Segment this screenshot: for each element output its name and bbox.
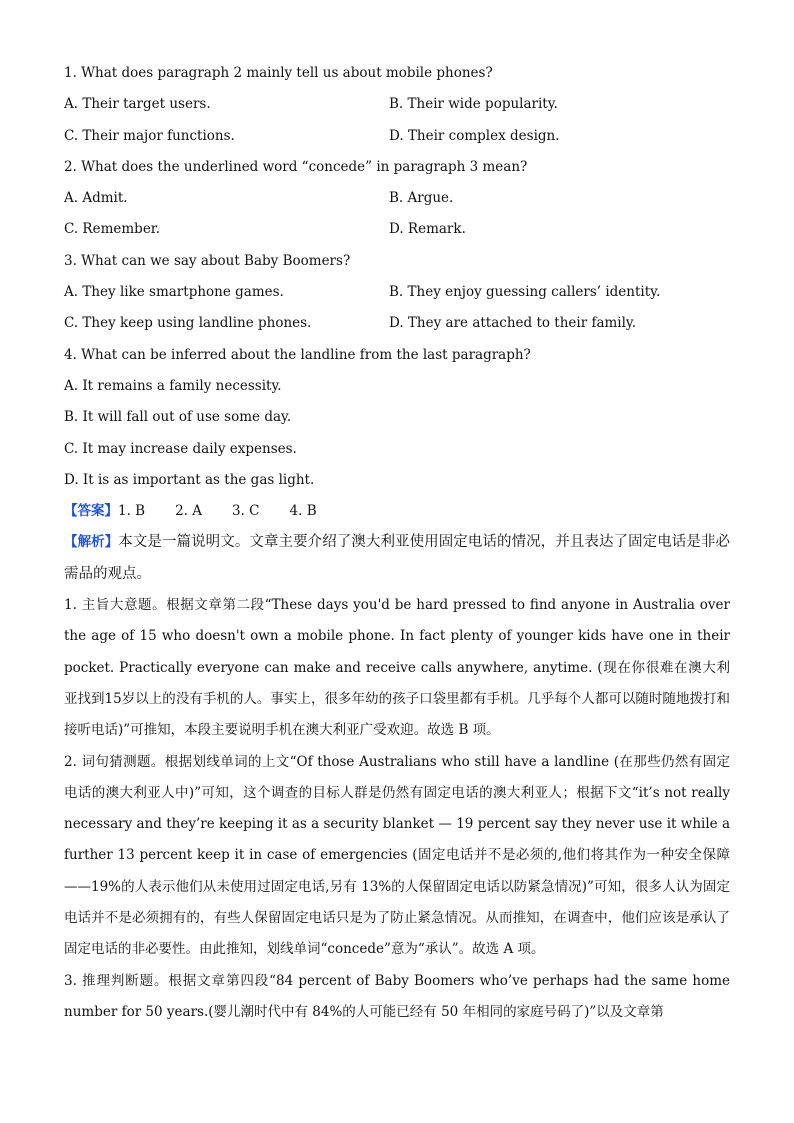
question-3-stem: 3. What can we say about Baby Boomers?	[64, 252, 351, 269]
answer-value: 1. B	[118, 503, 146, 520]
analysis-intro-text: 本文是一篇说明文。文章主要介绍了澳大利亚使用固定电话的情况，并且表达了固定电话是非必需品的观点。	[64, 534, 731, 582]
question-2-stem: 2. What does the underlined word “concede” in paragraph 3 mean?	[64, 158, 528, 175]
option-1c: C. Their major functions.	[64, 127, 235, 144]
answer-value: 3. C	[232, 503, 260, 520]
option-3d: D. They are attached to their family.	[389, 315, 637, 332]
answer-values	[118, 503, 347, 519]
option-2a: A. Admit.	[64, 190, 128, 207]
option-2c: C. Remember.	[64, 221, 161, 238]
answer-line	[64, 496, 730, 527]
option-2b: B. Argue.	[389, 190, 454, 207]
question-3-options-row-1	[64, 277, 730, 308]
analysis-item-2: 2. 词句猜测题。根据划线单词的上文“Of those Australians who still have a landline (在那些仍然有固定电话的澳大利亚人中)”可知，这个调查的目标人群是仍然有固定电话的澳大利亚人；根据下文“it’s not really necessary and they’re keeping it as a security blanket — 19 percent say they never use it while a further 13 percent keep it in case of emergencies (固定电话并不是必须的,他们将其作为一种安全保障——19%的人表示他们从未使用过固定电话,另有 13%的人保留固定电话以防紧急情况)”可知，很多人认为固定电话并不是必须拥有的，有些人保留固定电话只是为了防止紧急情况。从而推知，在调查中，他们应该是承认了固定电话的非必要性。由此推知，划线单词“concede”意为“承认”。故选 A 项。	[64, 753, 730, 958]
option-2d: D. Remark.	[389, 221, 466, 238]
analysis-item-3: 3. 推理判断题。根据文章第四段“84 percent of Baby Boomers who’ve perhaps had the same home number for 50 years.(婴儿潮时代中有 84%的人可能已经有 50 年相同的家庭号码了)”以及文章第	[64, 972, 730, 1020]
question-4-stem: 4. What can be inferred about the landline from the last paragraph?	[64, 346, 531, 363]
question-1-options-row-2	[64, 121, 730, 152]
analysis-tag: 【解析】	[64, 534, 119, 551]
question-2-options-row-1	[64, 183, 730, 214]
option-3b: B. They enjoy guessing callers’ identity.	[389, 284, 661, 301]
question-2-options-row-2	[64, 214, 730, 245]
option-4d: D. It is as important as the gas light.	[64, 471, 315, 488]
answer-value: 2. A	[175, 503, 203, 520]
question-1-stem: 1. What does paragraph 2 mainly tell us about mobile phones?	[64, 65, 493, 81]
option-4b: B. It will fall out of use some day.	[64, 409, 292, 426]
analysis-intro	[64, 527, 730, 590]
option-4c: C. It may increase daily expenses.	[64, 440, 297, 457]
question-1-options-row-1	[64, 89, 730, 120]
option-4a: A. It remains a family necessity.	[64, 377, 282, 394]
answer-value: 4. B	[289, 503, 317, 520]
document-page	[64, 58, 730, 1028]
option-1b: B. Their wide popularity.	[389, 96, 558, 113]
answer-tag: 【答案】	[64, 503, 118, 520]
option-3a: A. They like smartphone games.	[64, 284, 284, 301]
option-1a: A. Their target users.	[64, 96, 211, 113]
option-1d: D. Their complex design.	[389, 127, 560, 144]
option-3c: C. They keep using landline phones.	[64, 315, 312, 332]
analysis-item-1: 1. 主旨大意题。根据文章第二段“These days you'd be hard pressed to find anyone in Australia over the age of 15 who doesn't own a mobile phone. In fact plenty of younger kids have one in their pocket. Practically everyone can make and receive calls anywhere, anytime. (现在你很难在澳大利亚找到15岁以上的没有手机的人。事实上，很多年幼的孩子口袋里都有手机。几乎每个人都可以随时随地拨打和接听电话)”可推知，本段主要说明手机在澳大利亚广受欢迎。故选 B 项。	[64, 597, 730, 739]
question-3-options-row-2	[64, 308, 730, 339]
